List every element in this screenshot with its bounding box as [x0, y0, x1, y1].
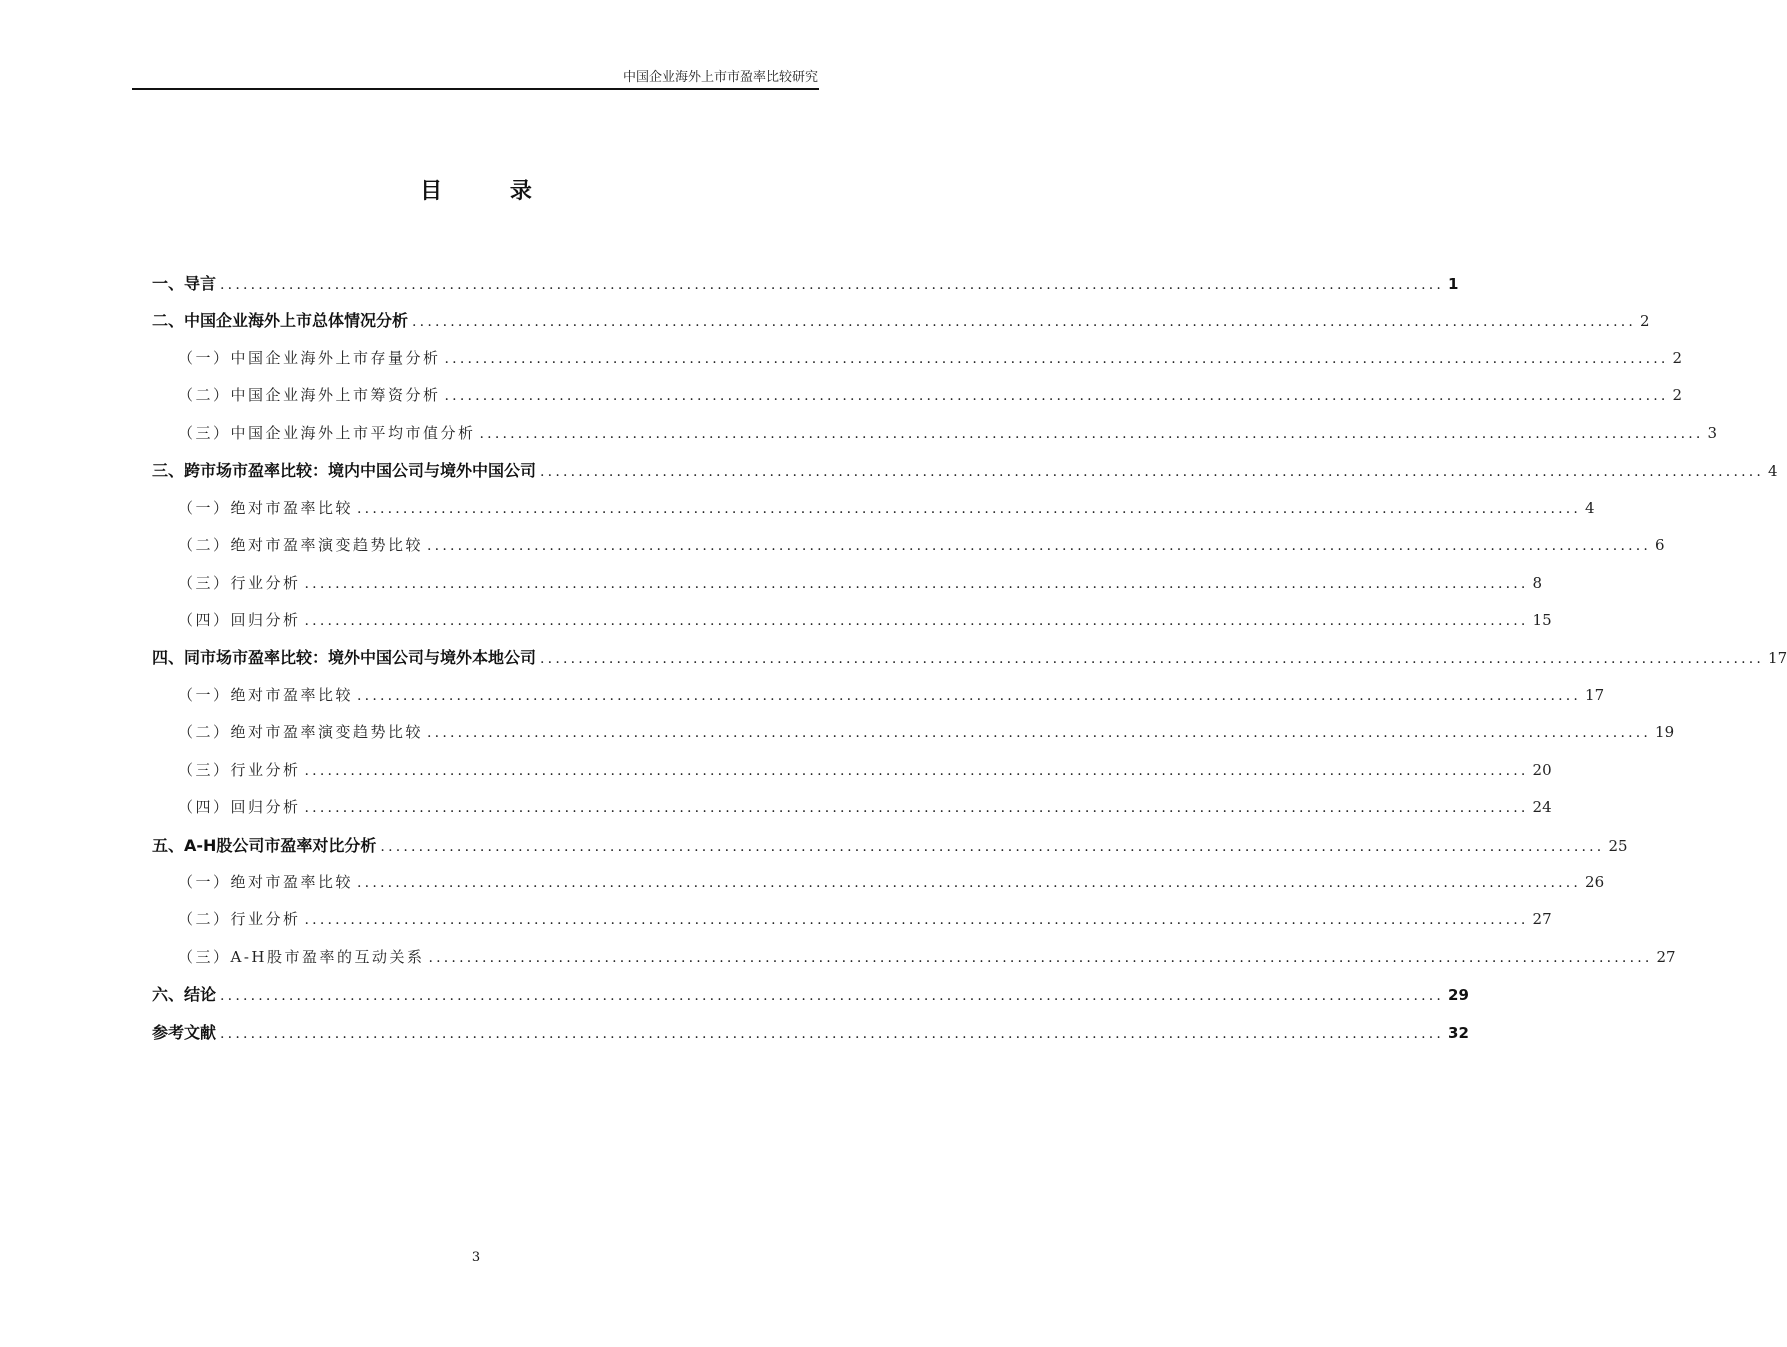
toc-subsection-entry[interactable]: [152, 752, 1552, 789]
toc-entry-label: 二、中国企业海外上市总体情况分析: [152, 311, 409, 331]
toc-entry-page: 3: [1707, 423, 1718, 442]
toc-entry-label: （一）绝对市盈率比较: [178, 873, 354, 891]
toc-entry-page: 32: [1448, 1023, 1469, 1042]
toc-entry-page: 26: [1585, 873, 1605, 891]
toc-subsection-entry[interactable]: [152, 714, 1675, 751]
toc-entry-page: 19: [1655, 723, 1675, 742]
toc-entry-label: 一、导言: [152, 274, 217, 293]
toc-entry-page: 6: [1655, 536, 1665, 555]
toc-subsection-entry[interactable]: [152, 377, 1683, 414]
toc-entry-page: 17: [1585, 685, 1605, 704]
toc-dot-leader: ................................................................................................................................................................: [427, 538, 1652, 555]
toc-dot-leader: ................................................................................................................................................................: [357, 875, 1582, 891]
toc-section-entry[interactable]: [152, 265, 1459, 302]
toc-entry-label: （一）绝对市盈率比较: [178, 498, 354, 517]
toc-entry-label: （三）行业分析: [178, 760, 301, 779]
toc-subsection-entry[interactable]: [152, 340, 1683, 377]
toc-subsection-entry[interactable]: [152, 415, 1718, 452]
toc-entry-page: 25: [1608, 836, 1628, 855]
toc-entry-page: 27: [1532, 910, 1552, 929]
toc-entry-page: 2: [1672, 348, 1683, 367]
toc-entry-label: （一）绝对市盈率比较: [178, 685, 354, 704]
toc-dot-leader: ................................................................................................................................................................: [220, 1025, 1445, 1042]
toc-entry-label: （三）中国企业海外上市平均市值分析: [178, 423, 476, 442]
toc-dot-leader: ................................................................................................................................................................: [220, 277, 1445, 293]
toc-subsection-entry[interactable]: [152, 939, 1676, 976]
toc-subsection-entry[interactable]: [152, 490, 1595, 527]
toc-dot-leader: ................................................................................................................................................................: [540, 464, 1765, 481]
toc-dot-leader: ................................................................................................................................................................: [412, 314, 1637, 331]
toc-entry-label: 六、结论: [152, 985, 217, 1005]
toc-subsection-entry[interactable]: [152, 677, 1605, 714]
table-of-contents: [152, 265, 1787, 1051]
toc-dot-leader: ................................................................................................................................................................: [444, 388, 1669, 405]
toc-entry-page: 27: [1656, 947, 1676, 966]
toc-entry-page: 17: [1768, 649, 1787, 668]
toc-entry-label: （二）绝对市盈率演变趋势比较: [178, 536, 424, 555]
toc-dot-leader: ................................................................................................................................................................: [380, 838, 1605, 855]
toc-entry-label: （二）中国企业海外上市筹资分析: [178, 386, 441, 405]
toc-section-entry[interactable]: [152, 827, 1628, 864]
toc-dot-leader: ................................................................................................................................................................: [304, 612, 1529, 629]
toc-entry-label: 三、跨市场市盈率比较：境内中国公司与境外中国公司: [152, 461, 537, 481]
toc-section-entry[interactable]: [152, 1014, 1469, 1051]
toc-dot-leader: ................................................................................................................................................................: [304, 912, 1529, 929]
toc-subsection-entry[interactable]: [152, 527, 1665, 564]
toc-entry-page: 4: [1768, 462, 1778, 481]
toc-dot-leader: ................................................................................................................................................................: [479, 425, 1704, 442]
toc-dot-leader: ................................................................................................................................................................: [304, 800, 1529, 817]
toc-entry-label: （四）回归分析: [178, 610, 301, 629]
toc-dot-leader: ................................................................................................................................................................: [304, 575, 1529, 592]
running-header: 中国企业海外上市市盈率比较研究: [622, 70, 818, 85]
toc-dot-leader: ................................................................................................................................................................: [428, 949, 1653, 966]
toc-dot-leader: ................................................................................................................................................................: [220, 988, 1445, 1005]
toc-entry-page: 2: [1640, 312, 1650, 331]
toc-entry-label: （二）绝对市盈率演变趋势比较: [178, 723, 424, 742]
toc-section-entry[interactable]: [152, 976, 1469, 1013]
toc-entry-label: 参考文献: [152, 1022, 217, 1042]
header-rule: [132, 88, 819, 90]
toc-subsection-entry[interactable]: [152, 789, 1552, 826]
toc-dot-leader: ................................................................................................................................................................: [357, 687, 1582, 704]
toc-entry-label: （四）回归分析: [178, 798, 301, 817]
toc-entry-label: 四、同市场市盈率比较：境外中国公司与境外本地公司: [152, 648, 537, 668]
toc-dot-leader: ................................................................................................................................................................: [427, 725, 1652, 742]
toc-entry-label: 五、A-H股公司市盈率对比分析: [152, 835, 377, 855]
toc-entry-page: 29: [1448, 986, 1469, 1005]
toc-entry-page: 20: [1532, 760, 1552, 779]
toc-title: 目 录: [420, 179, 562, 204]
toc-subsection-entry[interactable]: [152, 901, 1552, 938]
toc-section-entry[interactable]: [152, 302, 1650, 339]
toc-entry-label: （三）行业分析: [178, 573, 301, 592]
toc-section-entry[interactable]: [152, 639, 1787, 676]
toc-dot-leader: ................................................................................................................................................................: [304, 762, 1529, 779]
toc-dot-leader: ................................................................................................................................................................: [444, 350, 1669, 367]
toc-entry-page: 4: [1585, 498, 1595, 517]
toc-entry-page: 1: [1448, 275, 1459, 293]
toc-subsection-entry[interactable]: [152, 864, 1605, 901]
toc-entry-page: 8: [1532, 573, 1543, 592]
toc-subsection-entry[interactable]: [152, 602, 1552, 639]
toc-section-entry[interactable]: [152, 452, 1778, 489]
toc-entry-label: （三）A-H股市盈率的互动关系: [178, 947, 425, 966]
toc-entry-label: （一）中国企业海外上市存量分析: [178, 348, 441, 367]
toc-dot-leader: ................................................................................................................................................................: [540, 651, 1765, 668]
page-number: 3: [471, 1250, 481, 1265]
toc-dot-leader: ................................................................................................................................................................: [357, 500, 1582, 517]
toc-entry-label: （二）行业分析: [178, 910, 301, 929]
toc-subsection-entry[interactable]: [152, 565, 1543, 602]
toc-entry-page: 2: [1672, 386, 1683, 405]
toc-entry-page: 24: [1532, 798, 1552, 817]
toc-entry-page: 15: [1532, 610, 1552, 629]
